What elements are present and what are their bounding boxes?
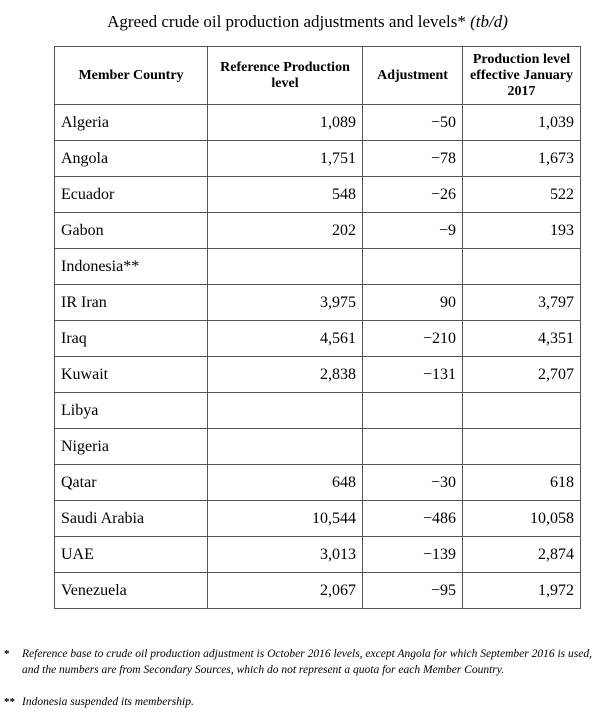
title-main: Agreed crude oil production adjustments and levels* bbox=[107, 12, 466, 31]
cell-country: Angola bbox=[55, 141, 208, 177]
table-row bbox=[55, 429, 581, 465]
footnote-reference-base bbox=[0, 646, 615, 686]
cell-reference: 2,838 bbox=[208, 357, 363, 393]
cell-adjustment: −486 bbox=[363, 501, 463, 537]
footnote-text: Reference base to crude oil production adjustment is October 2016 levels, except Angola for which September 2016 is used, and the numbers are from Secondary Sources, which do not represent a quota for each Member Country. bbox=[22, 648, 592, 676]
footnote-text: Indonesia suspended its membership. bbox=[22, 696, 194, 708]
table-row bbox=[55, 285, 581, 321]
cell-adjustment: −210 bbox=[363, 321, 463, 357]
cell-production: 618 bbox=[463, 465, 581, 501]
header-row bbox=[55, 47, 581, 105]
cell-reference: 1,751 bbox=[208, 141, 363, 177]
cell-country: Iraq bbox=[55, 321, 208, 357]
cell-country: Nigeria bbox=[55, 429, 208, 465]
cell-adjustment bbox=[363, 393, 463, 429]
footnote-mark: ** bbox=[4, 696, 15, 708]
cell-country: Indonesia** bbox=[55, 249, 208, 285]
cell-reference: 648 bbox=[208, 465, 363, 501]
cell-adjustment: −50 bbox=[363, 105, 463, 141]
cell-adjustment: −139 bbox=[363, 537, 463, 573]
cell-reference: 3,975 bbox=[208, 285, 363, 321]
cell-production: 193 bbox=[463, 213, 581, 249]
cell-adjustment: 90 bbox=[363, 285, 463, 321]
table-row bbox=[55, 177, 581, 213]
cell-country: Gabon bbox=[55, 213, 208, 249]
cell-adjustment: −9 bbox=[363, 213, 463, 249]
table-row bbox=[55, 573, 581, 609]
cell-production: 10,058 bbox=[463, 501, 581, 537]
cell-country: Qatar bbox=[55, 465, 208, 501]
cell-adjustment: −30 bbox=[363, 465, 463, 501]
cell-adjustment: −78 bbox=[363, 141, 463, 177]
cell-reference: 4,561 bbox=[208, 321, 363, 357]
table-row bbox=[55, 501, 581, 537]
table-row bbox=[55, 249, 581, 285]
cell-production: 4,351 bbox=[463, 321, 581, 357]
table-body bbox=[55, 105, 581, 609]
cell-production: 3,797 bbox=[463, 285, 581, 321]
cell-adjustment: −26 bbox=[363, 177, 463, 213]
cell-reference: 202 bbox=[208, 213, 363, 249]
table-row bbox=[55, 105, 581, 141]
cell-production: 1,039 bbox=[463, 105, 581, 141]
cell-production bbox=[463, 429, 581, 465]
footnote-mark: * bbox=[4, 648, 10, 660]
footnote-indonesia bbox=[0, 694, 615, 714]
cell-reference: 548 bbox=[208, 177, 363, 213]
cell-reference: 10,544 bbox=[208, 501, 363, 537]
cell-reference: 3,013 bbox=[208, 537, 363, 573]
cell-country: IR Iran bbox=[55, 285, 208, 321]
table-row bbox=[55, 393, 581, 429]
header-country: Member Country bbox=[55, 47, 208, 105]
cell-adjustment: −95 bbox=[363, 573, 463, 609]
cell-production bbox=[463, 249, 581, 285]
production-table bbox=[54, 46, 581, 609]
table-title bbox=[0, 12, 615, 32]
cell-country: Venezuela bbox=[55, 573, 208, 609]
header-reference: Reference Production level bbox=[208, 47, 363, 105]
cell-reference: 1,089 bbox=[208, 105, 363, 141]
table-row bbox=[55, 321, 581, 357]
table-row bbox=[55, 213, 581, 249]
cell-production: 2,874 bbox=[463, 537, 581, 573]
table-row bbox=[55, 357, 581, 393]
cell-production: 1,673 bbox=[463, 141, 581, 177]
cell-adjustment bbox=[363, 249, 463, 285]
cell-reference: 2,067 bbox=[208, 573, 363, 609]
header-adjustment: Adjustment bbox=[363, 47, 463, 105]
cell-country: Algeria bbox=[55, 105, 208, 141]
cell-reference bbox=[208, 249, 363, 285]
cell-adjustment: −131 bbox=[363, 357, 463, 393]
cell-production: 1,972 bbox=[463, 573, 581, 609]
cell-production: 2,707 bbox=[463, 357, 581, 393]
cell-reference bbox=[208, 429, 363, 465]
cell-reference bbox=[208, 393, 363, 429]
table-row bbox=[55, 465, 581, 501]
cell-country: Kuwait bbox=[55, 357, 208, 393]
cell-country: Saudi Arabia bbox=[55, 501, 208, 537]
cell-production: 522 bbox=[463, 177, 581, 213]
table-row bbox=[55, 141, 581, 177]
cell-country: UAE bbox=[55, 537, 208, 573]
header-production: Production level effective January 2017 bbox=[463, 47, 581, 105]
cell-country: Ecuador bbox=[55, 177, 208, 213]
cell-adjustment bbox=[363, 429, 463, 465]
table-row bbox=[55, 537, 581, 573]
title-unit: (tb/d) bbox=[470, 12, 508, 31]
cell-country: Libya bbox=[55, 393, 208, 429]
cell-production bbox=[463, 393, 581, 429]
